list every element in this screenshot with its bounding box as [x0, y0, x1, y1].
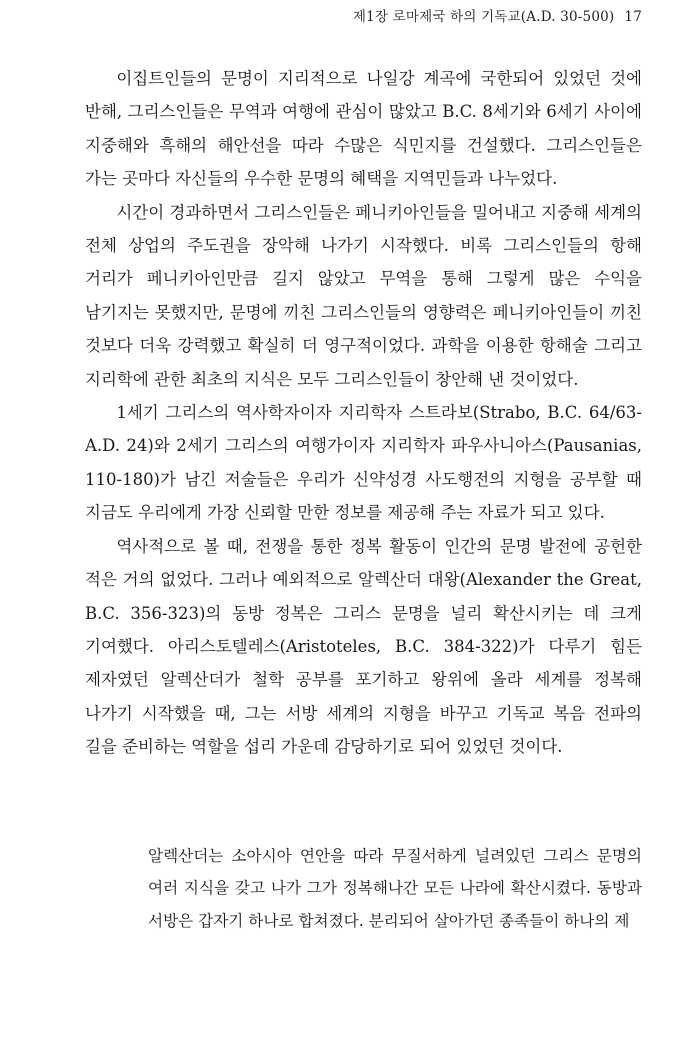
paragraph-egypt-greece: 이집트인들의 문명이 지리적으로 나일강 계곡에 국한되어 있었던 것에 반해, 그리스인들은 무역과 여행에 관심이 많았고 B.C. 8세기와 6세기 사이에 지중해와 흑해의 해안선을 따라 수많은 식민지를 건설했다. 그리스인들은 가는 곳마다 자신들의 우수한 문명의 혜택을 지역민들과 나누었다. — [85, 69, 642, 189]
block-quote — [148, 840, 642, 937]
paragraph-greek-commerce: 시간이 경과하면서 그리스인들은 페니키아인들을 밀어내고 지중해 세계의 전체 상업의 주도권을 장악해 나가기 시작했다. 비록 그리스인들의 항해 거리가 페니키아인만큼 길지 않았고 무역을 통해 그렇게 많은 수익을 남기지는 못했지만, 문명에 끼친 그리스인들의 영향력은 페니키아인들이 끼친 것보다 더욱 강력했고 확실히 더 영구적이었다. 과학을 이용한 항해술 그리고 지리학에 관한 최초의 지식은 모두 그리스인들이 창안해 낸 것이었다. — [85, 202, 642, 389]
paragraph-alexander: 역사적으로 볼 때, 전쟁을 통한 정복 활동이 인간의 문명 발전에 공헌한 적은 거의 없었다. 그러나 예외적으로 알렉산더 대왕(Alexander the Great, B.C. 356-323)의 동방 정복은 그리스 문명을 널리 확산시키는 데 크게 기여했다. 아리스토텔레스(Aristoteles, B.C. 384-322)가 다루기 힘든 제자였던 알렉산더가 철학 공부를 포기하고 왕위에 올라 세계를 정복해 나가기 시작했을 때, 그는 서방 세계의 지형을 바꾸고 기독교 복음 전파의 길을 준비하는 역할을 섭리 가운데 감당하기로 되어 있었던 것이다. — [85, 536, 642, 757]
page-number: 17 — [624, 9, 642, 25]
running-header — [353, 5, 642, 25]
chapter-title: 제1장 로마제국 하의 기독교(A.D. 30-500) — [352, 9, 615, 25]
block-quote-text: 알렉산더는 소아시아 연안을 따라 무질서하게 널려있던 그리스 문명의 여러 지식을 갖고 나가 그가 정복해나간 모든 나라에 확산시켰다. 동방과 서방은 갑자기 하나로 합쳐졌다. 분리되어 살아가던 종족들이 하나의 제 — [148, 847, 642, 930]
paragraph-strabo-pausanias: 1세기 그리스의 역사학자이자 지리학자 스트라보(Strabo, B.C. 64/63-A.D. 24)와 2세기 그리스의 여행가이자 지리학자 파우사니아스(Pausanias, 110-180)가 남긴 저술들은 우리가 신약성경 사도행전의 지형을 공부할 때 지금도 우리에게 가장 신뢰할 만한 정보를 제공해 주는 자료가 되고 있다. — [85, 403, 642, 523]
body-text — [85, 62, 642, 764]
